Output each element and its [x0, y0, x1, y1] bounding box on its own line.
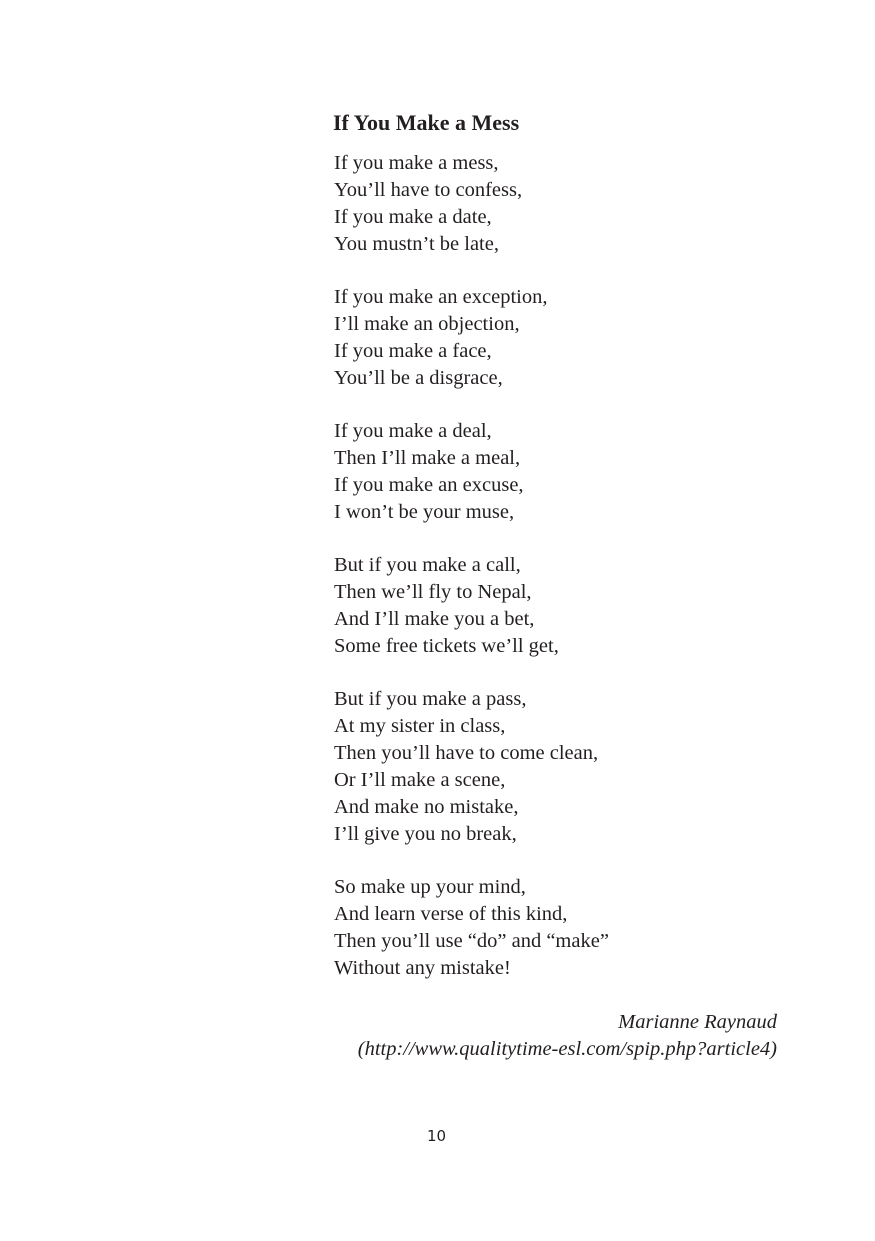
- stanza-1: [334, 150, 754, 258]
- poem-line: If you make a mess,: [334, 152, 499, 174]
- poem-line: And learn verse of this kind,: [334, 903, 568, 925]
- stanza-3: [334, 418, 754, 526]
- poem-line: I’ll make an objection,: [334, 313, 520, 335]
- poem-line: And I’ll make you a bet,: [334, 608, 535, 630]
- author-name: Marianne Raynaud: [618, 1011, 777, 1033]
- source-link[interactable]: (http://www.qualitytime-esl.com/spip.php?article4): [357, 1038, 777, 1060]
- poem-line: If you make an exception,: [334, 286, 548, 308]
- poem-line: At my sister in class,: [334, 715, 506, 737]
- poem-line: If you make a date,: [334, 206, 492, 228]
- stanza-6: [334, 874, 754, 982]
- poem-line: And make no mistake,: [334, 796, 519, 818]
- poem-line: You’ll have to confess,: [334, 179, 523, 201]
- poem-line: Then you’ll use “do” and “make”: [334, 930, 609, 952]
- poem-line: Without any mistake!: [334, 957, 511, 979]
- stanza-4: [334, 552, 754, 660]
- stanza-5: [334, 686, 754, 848]
- poem-line: If you make a face,: [334, 340, 492, 362]
- poem-line: Some free tickets we’ll get,: [334, 635, 559, 657]
- page-number: 10: [427, 1127, 447, 1145]
- poem-line: So make up your mind,: [334, 876, 526, 898]
- poem-line: Then you’ll have to come clean,: [334, 742, 599, 764]
- poem-line: Or I’ll make a scene,: [334, 769, 506, 791]
- poem-title: If You Make a Mess: [333, 110, 520, 135]
- stanza-2: [334, 284, 754, 392]
- poem-line: You’ll be a disgrace,: [334, 367, 503, 389]
- poem-line: If you make an excuse,: [334, 474, 524, 496]
- poem-line: But if you make a pass,: [334, 688, 527, 710]
- poem-line: Then we’ll fly to Nepal,: [334, 581, 532, 603]
- poem-line: But if you make a call,: [334, 554, 521, 576]
- poem-line: I’ll give you no break,: [334, 823, 517, 845]
- poem-line: You mustn’t be late,: [334, 233, 499, 255]
- attribution: [358, 1009, 777, 1063]
- poem-line: If you make a deal,: [334, 420, 492, 442]
- poem-body: [334, 150, 754, 1008]
- poem-line: I won’t be your muse,: [334, 501, 515, 523]
- poem-line: Then I’ll make a meal,: [334, 447, 521, 469]
